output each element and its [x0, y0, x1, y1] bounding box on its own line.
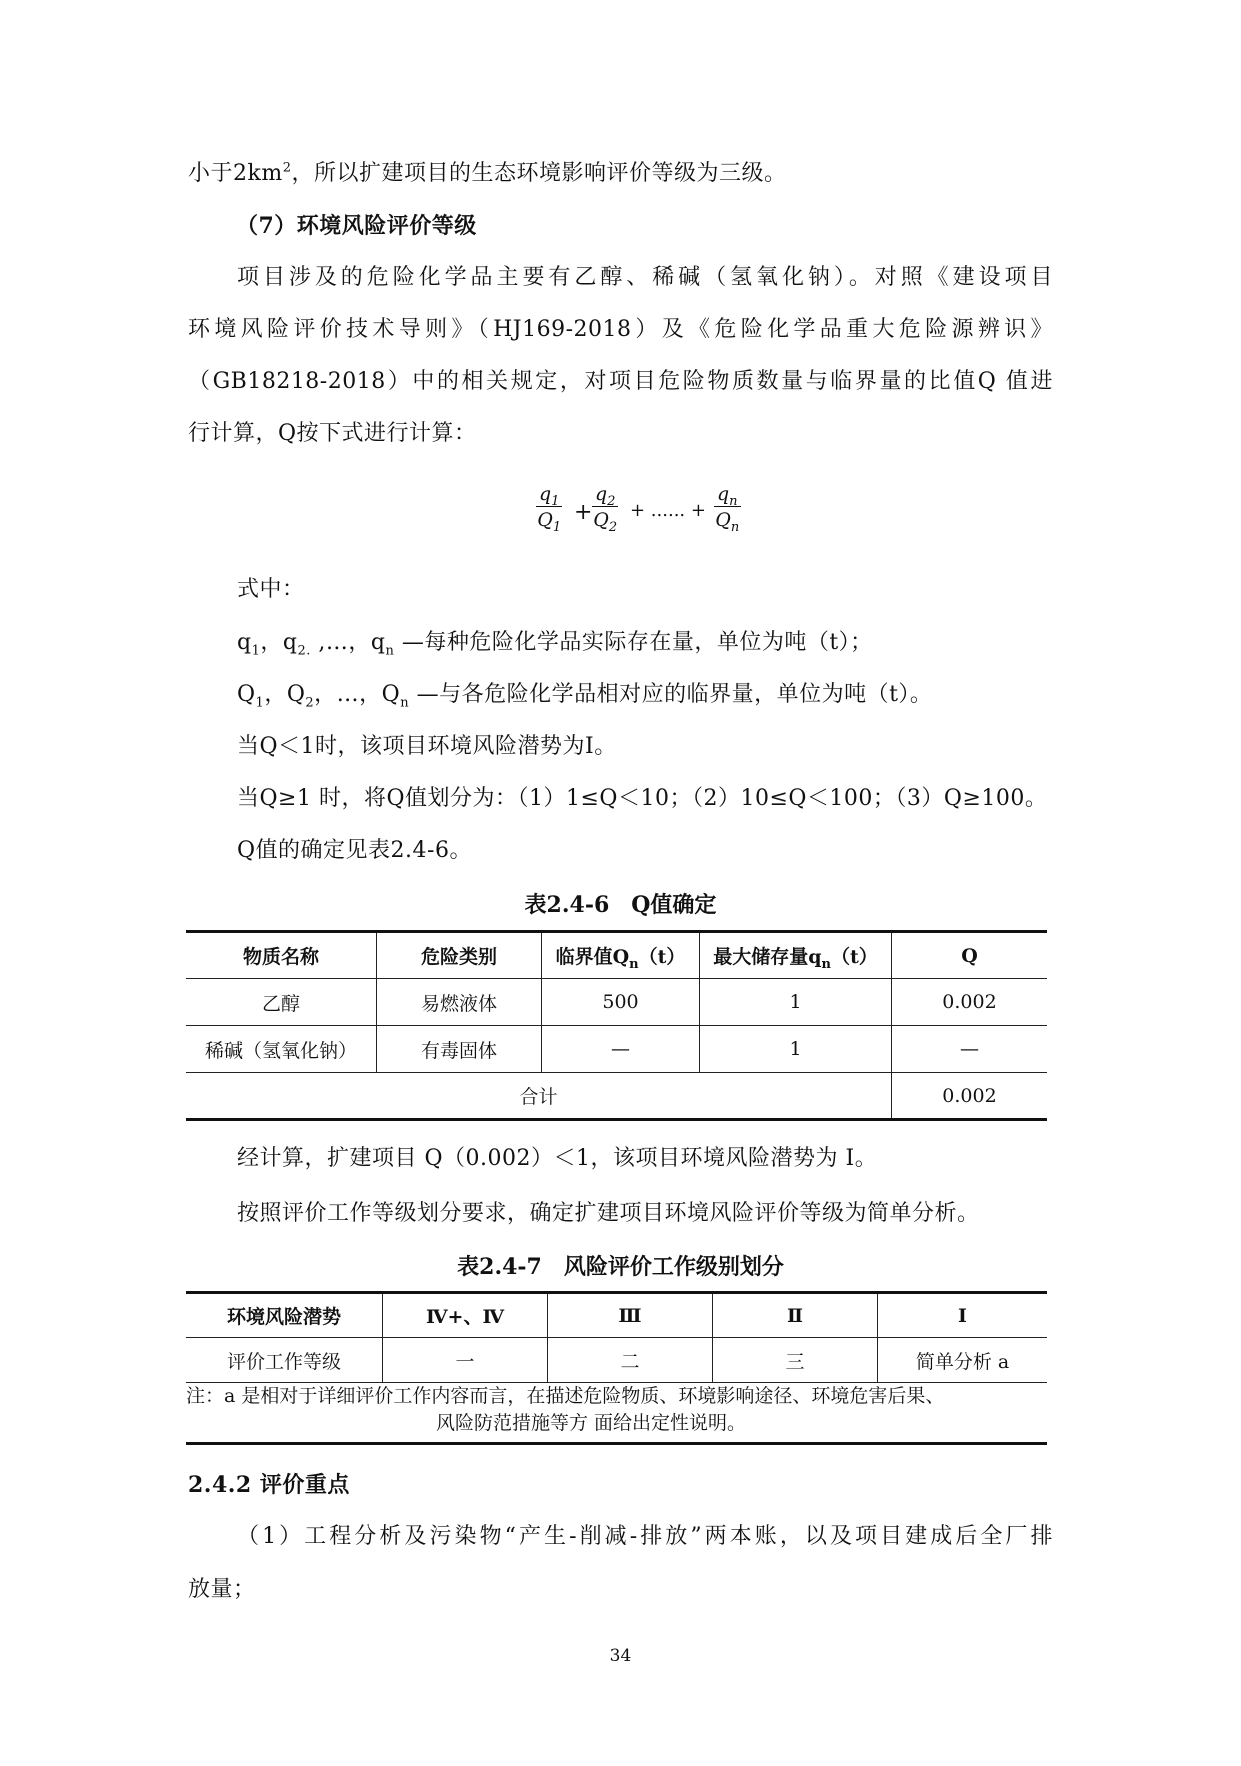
header-cell: Ⅰ — [878, 1293, 1048, 1338]
fraction-term-n — [714, 482, 741, 533]
cell: 一 — [383, 1338, 548, 1383]
header-cell: Ⅱ — [713, 1293, 878, 1338]
subscript: 2 — [608, 519, 618, 535]
subscript: n — [629, 956, 639, 972]
header-cell — [700, 932, 892, 979]
numerator: q — [717, 483, 730, 505]
header-cell: 危险类别 — [377, 932, 542, 979]
section-heading: 2.4.2 评价重点 — [188, 1472, 350, 1498]
superscript: 2 — [282, 160, 292, 176]
denominator: Q — [593, 509, 609, 531]
where-label: 式中： — [237, 577, 305, 602]
paragraph-line: 放量； — [188, 1577, 256, 1602]
cell: 简单分析 a — [878, 1338, 1048, 1383]
subscript: 2 — [607, 493, 616, 509]
text: （t） — [638, 946, 686, 968]
text: Q — [237, 682, 256, 707]
paragraph-line: 项目涉及的危险化学品主要有乙醇、稀碱（氢氧化钠）。对照《建设项目 — [237, 265, 1053, 290]
subscript: 1 — [255, 695, 265, 711]
q-value-table — [186, 930, 1047, 1121]
cell: 1 — [700, 1026, 892, 1073]
paragraph-line: 环境风险评价技术导则》（HJ169-2018）及《危险化学品重大危险源辨识》 — [188, 317, 1053, 342]
rule-q-less-1: 当Q＜1时，该项目环境风险潜势为I。 — [237, 734, 617, 759]
cell: 乙醇 — [186, 979, 377, 1026]
fraction-term-1 — [536, 482, 562, 533]
subscript: n — [385, 643, 395, 659]
cell: 易燃液体 — [377, 979, 542, 1026]
text: ，所以扩建项目的生态环境影响评价等级为三级。 — [291, 161, 787, 186]
table-caption: 表2.4-7 风险评价工作级别划分 — [457, 1254, 784, 1280]
text: 小于2km — [188, 161, 283, 186]
header-cell: Ⅲ — [548, 1293, 713, 1338]
note-line: 风险防范措施等方 面给出定性说明。 — [436, 1412, 747, 1434]
denominator: Q — [715, 509, 731, 531]
text: —每种危险化学品实际存在量，单位为吨（t）； — [394, 630, 873, 655]
cell: 二 — [548, 1338, 713, 1383]
cell: 三 — [713, 1338, 878, 1383]
text: ，q — [260, 630, 298, 655]
subscript: 2 — [305, 695, 315, 711]
paragraph-line: （GB18218-2018）中的相关规定，对项目危险物质数量与临界量的比值Q 值进 — [188, 369, 1053, 394]
table-row — [186, 1338, 1047, 1383]
note-line: 注：a 是相对于详细评价工作内容而言，在描述危险物质、环境影响途径、环境危害后果、 — [186, 1385, 945, 1407]
total-value: 0.002 — [892, 1073, 1048, 1120]
paragraph-risk-conclusion: 按照评价工作等级划分要求，确定扩建项目环境风险评价等级为简单分析。 — [237, 1201, 980, 1226]
paragraph-line: 行计算，Q按下式进行计算： — [188, 421, 477, 446]
ellipsis: + ...... + — [630, 500, 706, 521]
total-label: 合计 — [186, 1073, 892, 1120]
rule-q-ranges: 当Q≥1 时，将Q值划分为：（1）1≤Q＜10；（2）10≤Q＜100；（3）Q≥100。 — [237, 786, 1048, 811]
text: 最大储存量q — [713, 946, 822, 968]
subscript: 1 — [552, 519, 562, 535]
cell: 评价工作等级 — [186, 1338, 383, 1383]
cell: 500 — [542, 979, 700, 1026]
table-caption: 表2.4-6 Q值确定 — [524, 892, 717, 918]
subscript: 2. — [297, 643, 311, 659]
cell: 稀碱（氢氧化钠） — [186, 1026, 377, 1073]
definition-q — [237, 627, 873, 659]
table-note — [186, 1383, 1047, 1445]
numerator: q — [595, 483, 608, 505]
paragraph-line: （1）工程分析及污染物“产生-削减-排放”两本账，以及项目建成后全厂排 — [237, 1524, 1053, 1549]
cell: 0.002 — [892, 979, 1048, 1026]
fraction-term-2 — [592, 482, 618, 533]
definition-Q — [237, 679, 932, 711]
q-ratio-formula — [536, 482, 756, 546]
table-row — [186, 1026, 1047, 1073]
rule-table-ref: Q值的确定见表2.4-6。 — [237, 838, 472, 863]
header-cell: Ⅳ+、Ⅳ — [383, 1293, 548, 1338]
cell: 1 — [700, 979, 892, 1026]
plus-sign: + — [574, 500, 593, 525]
text: —与各危险化学品相对应的临界量，单位为吨（t）。 — [409, 682, 933, 707]
subscript: 1 — [551, 493, 560, 509]
table-row — [186, 979, 1047, 1026]
denominator: Q — [537, 509, 553, 531]
numerator: q — [539, 483, 552, 505]
page-number: 34 — [609, 1646, 632, 1666]
table-header-row — [186, 1293, 1047, 1338]
text: ，Q — [264, 682, 306, 707]
subscript: 1 — [251, 643, 261, 659]
subscript: n — [730, 519, 740, 535]
subscript: n — [821, 956, 831, 972]
text: q — [237, 630, 252, 655]
header-cell: 物质名称 — [186, 932, 377, 979]
header-cell: 环境风险潜势 — [186, 1293, 383, 1338]
text: （t） — [830, 946, 878, 968]
text: ，…，Q — [314, 682, 401, 707]
cell: — — [542, 1026, 700, 1073]
header-cell — [542, 932, 700, 979]
risk-level-table — [186, 1291, 1047, 1383]
table-total-row — [186, 1073, 1047, 1120]
subscript: n — [729, 493, 738, 509]
cell: — — [892, 1026, 1048, 1073]
table-header-row — [186, 932, 1047, 979]
text: ,…，q — [310, 630, 386, 655]
header-cell: Q — [892, 932, 1048, 979]
cell: 有毒固体 — [377, 1026, 542, 1073]
paragraph-q-result: 经计算，扩建项目 Q（0.002）＜1，该项目环境风险潜势为 I。 — [237, 1146, 878, 1171]
subscript: n — [400, 695, 410, 711]
text: 临界值Q — [555, 946, 630, 968]
paragraph-ecology-conclusion — [188, 158, 787, 190]
heading-risk-level: （7）环境风险评价等级 — [236, 213, 477, 239]
